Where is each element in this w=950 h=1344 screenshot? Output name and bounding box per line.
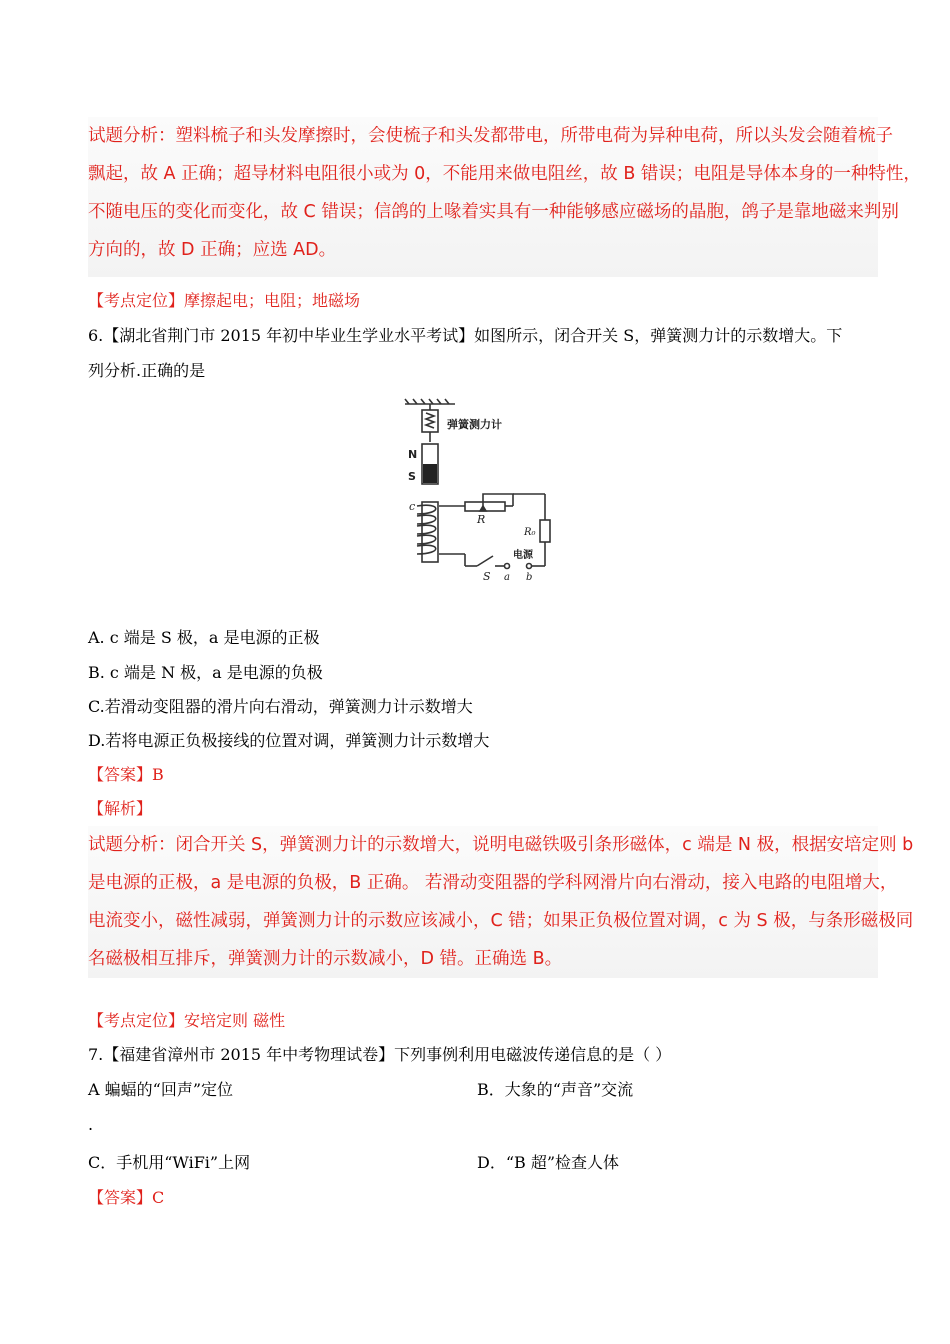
q6-option-c: C.若滑动变阻器的滑片向右滑动，弹簧测力计示数增大 <box>88 697 473 716</box>
q6-analysis-line: 试题分析：闭合开关 S，弹簧测力计的示数增大，说明电磁铁吸引条形磁体，c 端是 N 极，根据安培定则 b <box>88 835 914 855</box>
q7-option-dot: . <box>88 1115 94 1134</box>
q6-option-b: B. c 端是 N 极，a 是电源的负极 <box>88 663 323 682</box>
q7-option-b: B．大象的“声音”交流 <box>477 1080 634 1099</box>
spring-scale-label: 弹簧测力计 <box>447 418 502 431</box>
q5-analysis-line: 不随电压的变化而变化，故 C 错误；信鸽的上喙着实具有一种能够感应磁场的晶胞，鸽子是靠地磁来判别 <box>88 202 899 222</box>
q5-analysis-line: 飘起，故 A 正确；超导材料电阻很小或为 0，不能用来做电阻丝，故 B 错误；电阻是导体本身的一种特性， <box>88 164 921 184</box>
q7-stem: 7.【福建省漳州市 2015 年中考物理试卷】下列事例利用电磁波传递信息的是（ ） <box>88 1045 672 1064</box>
q6-analysis-line: 名磁极相互排斥，弹簧测力计的示数减小，D 错。正确选 B。 <box>88 949 563 969</box>
q6-stem-line2: 列分析.正确的是 <box>88 361 206 380</box>
answer-tag: 【答案】 <box>88 1188 153 1207</box>
coil-c-label: c <box>409 500 416 513</box>
q5-analysis-line: 方向的，故 D 正确；应选 AD。 <box>88 240 337 260</box>
q5-kaodian <box>88 288 360 311</box>
terminal-a-label: a <box>504 572 510 583</box>
magnet-s-label: S <box>408 470 416 483</box>
answer-value: C <box>152 1188 165 1207</box>
q6-analysis-line: 是电源的正极，a 是电源的负极，B 正确。 若滑动变阻器的学科网滑片向右滑动，接入电路的电阻增大， <box>88 873 898 893</box>
answer-value: B <box>152 765 164 784</box>
q6-jiexi-tag: 【解析】 <box>88 799 153 818</box>
q7-answer <box>88 1185 164 1208</box>
terminal-b-label: b <box>526 572 533 583</box>
q6-analysis-line: 电流变小，磁性减弱，弹簧测力计的示数应该减小，C 错；如果正负极位置对调，c 为 S 极，与条形磁极同 <box>88 911 914 931</box>
q6-option-a: A. c 端是 S 极，a 是电源的正极 <box>88 628 320 647</box>
q7-option-d: D．“B 超”检查人体 <box>477 1153 620 1172</box>
magnet-n-label: N <box>408 448 418 461</box>
kaodian-tag: 【考点定位】 <box>88 291 185 310</box>
power-label: 电源 <box>513 550 533 561</box>
q7-option-c: C．手机用“WiFi”上网 <box>88 1153 251 1172</box>
q5-analysis <box>88 117 921 277</box>
q6-kaodian <box>88 1008 285 1031</box>
q6-answer <box>88 762 164 785</box>
q7-option-a: A 蝙蝠的“回声”定位 <box>88 1080 234 1099</box>
answer-tag: 【答案】 <box>88 765 153 784</box>
switch-label: S <box>483 570 491 583</box>
kaodian-tag: 【考点定位】 <box>88 1011 185 1030</box>
kaodian-text: 摩擦起电；电阻；地磁场 <box>184 291 361 310</box>
q5-analysis-line: 试题分析：塑料梳子和头发摩擦时，会使梳子和头发都带电，所带电荷为异种电荷，所以头发会随着梳子 <box>88 126 893 146</box>
q6-option-d: D.若将电源正负极接线的位置对调，弹簧测力计示数增大 <box>88 731 490 750</box>
q6-stem-line1: 6.【湖北省荆门市 2015 年初中毕业生学业水平考试】如图所示，闭合开关 S，弹簧测力计的示数增大。下 <box>88 326 843 345</box>
circuit-diagram <box>395 398 565 588</box>
rheostat-label: R <box>477 513 486 526</box>
kaodian-text: 安培定则 磁性 <box>184 1011 286 1030</box>
q6-analysis <box>88 826 914 978</box>
r0-label: R₀ <box>524 527 536 538</box>
